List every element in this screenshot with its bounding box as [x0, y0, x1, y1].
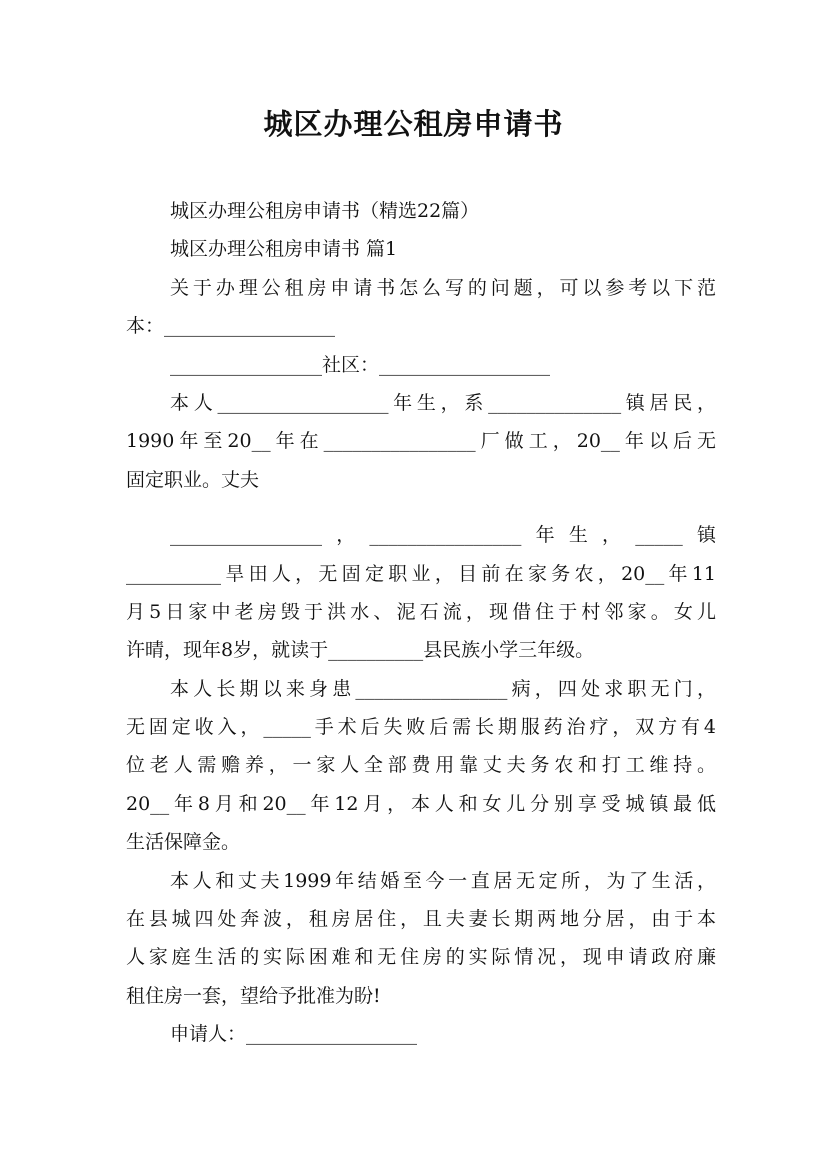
paragraph-line: ________________社区：__________________ — [170, 353, 551, 376]
paragraph-line: 关于办理公租房申请书怎么写的问题，可以参考以下范 — [170, 276, 716, 299]
paragraph-line: 本人和丈夫1999年结婚至今一直居无定所，为了生活， — [170, 869, 716, 892]
paragraph-line: 租住房一套，望给予批准为盼! — [126, 984, 381, 1007]
document-body — [126, 192, 716, 1054]
paragraph-line: 本人__________________年生，系______________镇居民， — [170, 391, 716, 414]
paragraph-line: ________________，________________年生，_____镇 — [170, 524, 716, 547]
paragraph-line: 20__年8月和20__年12月，本人和女儿分别享受城镇最低 — [126, 792, 716, 815]
paragraph-line: 无固定收入，_____手术后失败后需长期服药治疗，双方有4 — [126, 716, 716, 739]
paragraph-line: 月5日家中老房毁于洪水、泥石流，现借住于村邻家。女儿 — [126, 600, 716, 623]
paragraph-line: 本：__________________ — [126, 315, 336, 338]
paragraph-line: 生活保障金。 — [126, 831, 241, 854]
paragraph-line: 人家庭生活的实际困难和无住房的实际情况，现申请政府廉 — [126, 946, 716, 969]
line-gap — [126, 499, 716, 516]
document-title: 城区办理公租房申请书 — [263, 107, 564, 141]
paragraph-line: 1990年至20__年在________________厂做工，20__年以后无 — [126, 430, 716, 453]
paragraph-line: 本人长期以来身患________________病，四处求职无门， — [170, 677, 716, 700]
subtitle-line: 城区办理公租房申请书（精选22篇） — [170, 200, 480, 222]
paragraph-line: 在县城四处奔波，租房居住，且夫妻长期两地分居，由于本 — [126, 908, 716, 931]
paragraph-line: __________旱田人，无固定职业，目前在家务农，20__年11 — [126, 562, 716, 585]
paragraph-line: 位老人需赡养，一家人全部费用靠丈夫务农和打工维持。 — [126, 754, 716, 777]
section-heading: 城区办理公租房申请书 篇1 — [170, 238, 398, 261]
signature-line: 申请人：__________________ — [170, 1023, 418, 1046]
paragraph-line: 固定职业。丈夫 — [126, 468, 260, 491]
paragraph-line: 许晴，现年8岁，就读于__________县民族小学三年级。 — [126, 639, 595, 662]
